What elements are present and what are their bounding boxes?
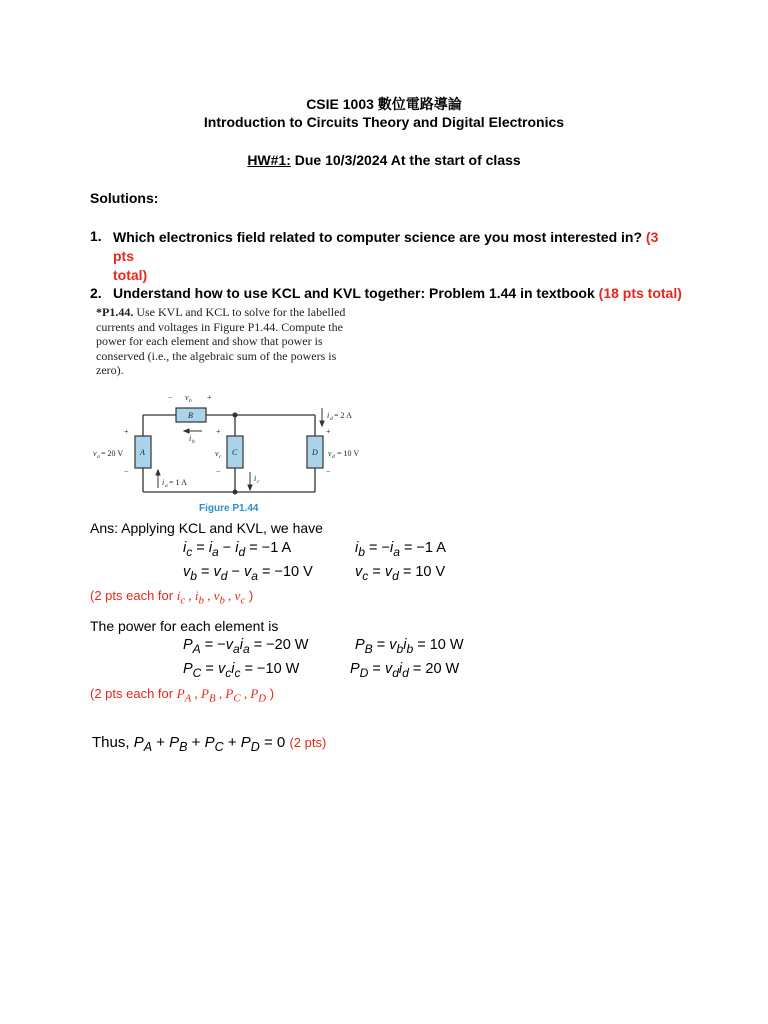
svg-text:−: − xyxy=(326,467,331,476)
eq-pa: $P_A = -v_ai_a = -20$ W xyxy=(183,637,309,656)
pts-note-1: (2 pts each for $i_c$ , $i_b$ , $v_b$ , $v_c$ ) xyxy=(90,588,254,607)
svg-text:D: D xyxy=(312,448,318,457)
svg-text:i: i xyxy=(254,474,257,483)
q1-number: 1. xyxy=(90,228,102,244)
svg-text:a: a xyxy=(97,454,100,460)
svg-text:c: c xyxy=(257,479,260,485)
solutions-heading: Solutions: xyxy=(90,190,159,206)
ib-arrow xyxy=(184,429,189,433)
svg-text:−: − xyxy=(216,467,221,476)
eq-ic: $i_c = i_a - i_d = -1$ A xyxy=(183,540,292,559)
q2-question: Understand how to use KCL and KVL together: Problem 1.44 in textbook xyxy=(113,285,595,301)
thus-line: Thus, $P_A + P_B + P_C + P_D = 0$ (2 pts) xyxy=(92,734,327,754)
svg-text:+: + xyxy=(216,427,221,436)
power-intro: The power for each element is xyxy=(90,618,279,634)
label-b: B xyxy=(188,411,193,420)
hw-due: Due 10/3/2024 At the start of class xyxy=(290,152,521,168)
course-subtitle: Introduction to Circuits Theory and Digital Electronics xyxy=(203,114,565,130)
q2-text xyxy=(113,285,682,301)
svg-text:−: − xyxy=(168,393,173,402)
svg-text:= 20 V: = 20 V xyxy=(101,449,124,458)
problem-id: *P1.44. xyxy=(96,305,134,319)
eq-pb: $P_B = v_bi_b = 10$ W xyxy=(355,637,464,656)
q2-number: 2. xyxy=(90,285,102,301)
svg-text:+: + xyxy=(207,393,212,402)
figure-caption: Figure P1.44 xyxy=(199,503,259,514)
svg-text:d: d xyxy=(330,416,333,422)
svg-text:i: i xyxy=(327,411,330,420)
hw-label: HW#1: xyxy=(247,152,291,168)
q1-points-cont: total) xyxy=(113,267,148,283)
problem-text: Use KVL and KCL to solve for the labelled currents and voltages in Figure P1.44. Compute the power for each element and show that power is conserved (i.e., the algebraic sum of the powers is zero). xyxy=(96,305,346,377)
hw-line xyxy=(0,152,768,168)
ia-arrow xyxy=(156,470,160,475)
eq-pd: $P_D = v_di_d = 20$ W xyxy=(350,661,460,680)
eq-pc: $P_C = v_ci_c = -10$ W xyxy=(183,661,300,680)
svg-text:= 1 A: = 1 A xyxy=(169,478,187,487)
svg-text:−: − xyxy=(124,467,129,476)
svg-text:b: b xyxy=(189,398,192,404)
pts-note-2: (2 pts each for $P_A$ , $P_B$ , $P_C$ , $P_D$ ) xyxy=(90,686,275,705)
eq-vc: $v_c = v_d = 10$ V xyxy=(355,564,446,583)
svg-text:+: + xyxy=(326,427,331,436)
svg-text:v: v xyxy=(185,393,189,402)
id-arrow xyxy=(320,421,324,426)
svg-text:d: d xyxy=(332,454,335,460)
svg-text:+: + xyxy=(124,427,129,436)
answer-intro: Ans: Applying KCL and KVL, we have xyxy=(90,520,323,536)
q2-points: (18 pts total) xyxy=(594,285,682,301)
svg-text:i: i xyxy=(162,478,165,487)
svg-text:A: A xyxy=(140,448,145,457)
svg-text:b: b xyxy=(192,439,195,445)
svg-text:= 10 V: = 10 V xyxy=(337,449,360,458)
svg-text:c: c xyxy=(219,454,222,460)
ic-arrow xyxy=(248,485,252,490)
course-title: CSIE 1003 數位電路導論 xyxy=(306,96,462,112)
svg-text:C: C xyxy=(232,448,238,457)
svg-text:= 2 A: = 2 A xyxy=(334,411,352,420)
thus-points: (2 pts) xyxy=(289,735,327,750)
svg-text:v: v xyxy=(93,449,97,458)
svg-text:a: a xyxy=(165,483,168,489)
circuit-diagram xyxy=(90,388,375,503)
q1-question: Which electronics field related to computer science are you most interested in? xyxy=(113,229,643,245)
eq-ib: $i_b = -i_a = -1$ A xyxy=(355,540,446,559)
q1-points: (3 pts xyxy=(113,229,659,264)
svg-text:v: v xyxy=(328,449,332,458)
problem-statement xyxy=(96,305,360,378)
svg-text:v: v xyxy=(215,449,219,458)
svg-text:i: i xyxy=(189,434,192,443)
q1-text xyxy=(113,228,673,285)
eq-vb: $v_b = v_d - v_a = -10$ V xyxy=(183,564,313,583)
